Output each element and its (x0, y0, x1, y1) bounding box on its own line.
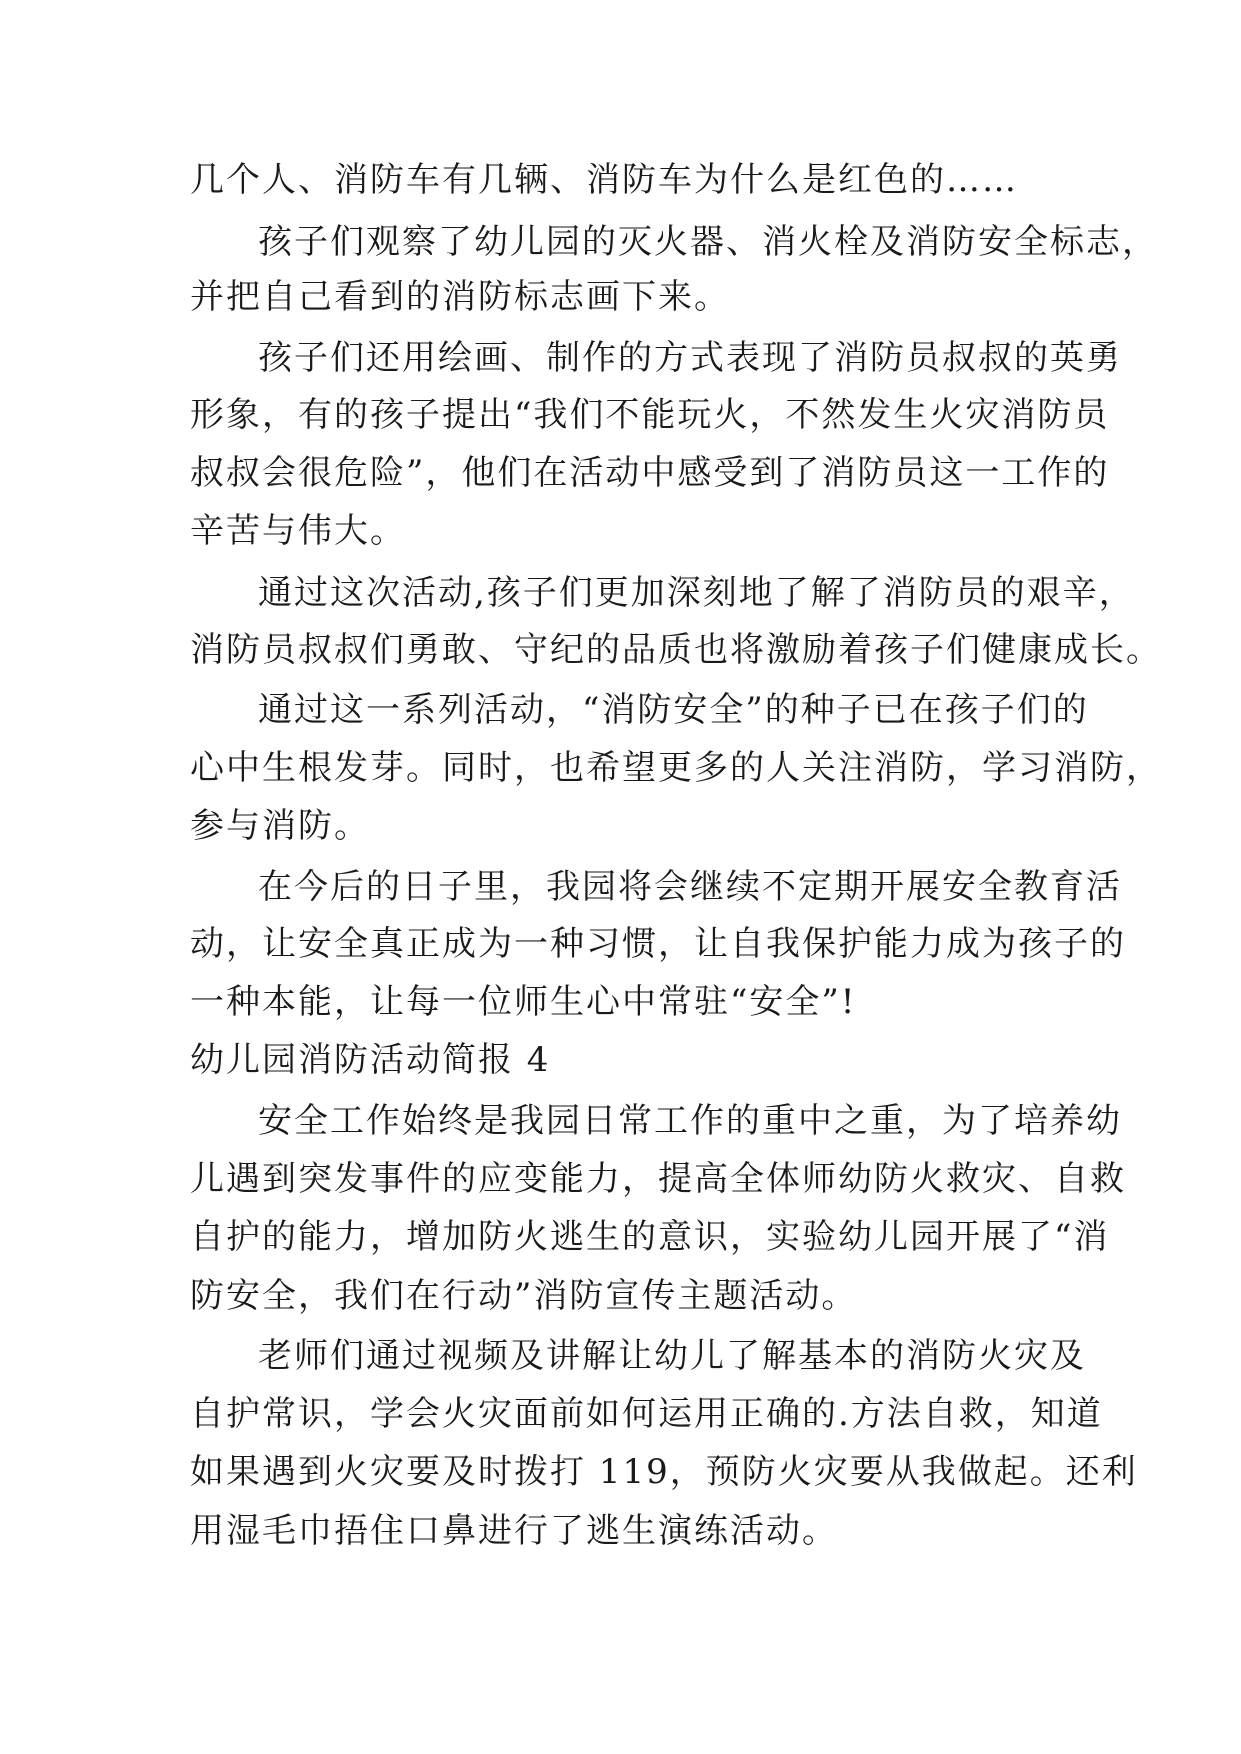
text-line: 辛苦与伟大。 (190, 511, 406, 551)
text-line: 防安全，我们在行动”消防宣传主题活动。 (190, 1276, 858, 1316)
text-line: 如果遇到火灾要及时拨打 119，预防火灾要从我做起。还利 (190, 1452, 1138, 1492)
text-line: 老师们通过视频及讲解让幼儿了解基本的消防火灾及 (258, 1336, 1086, 1376)
text-line: 参与消防。 (190, 806, 370, 846)
text-line: 并把自己看到的消防标志画下来。 (190, 277, 730, 317)
text-line: 一种本能，让每一位师生心中常驻“安全”! (190, 982, 857, 1022)
text-line: 自护常识，学会火灾面前如何运用正确的.方法自救，知道 (190, 1394, 1103, 1434)
text-line: 通过这一系列活动，“消防安全”的种子已在孩子们的 (258, 690, 1089, 730)
text-line: 通过这次活动,孩子们更加深刻地了解了消防员的艰辛， (258, 573, 1135, 613)
text-line: 孩子们还用绘画、制作的方式表现了消防员叔叔的英勇 (258, 338, 1122, 378)
text-line: 自护的能力，增加防火逃生的意识，实验幼儿园开展了“消 (190, 1217, 1110, 1257)
text-line: 消防员叔叔们勇敢、守纪的品质也将激励着孩子们健康成长。 (190, 630, 1162, 670)
text-line: 孩子们观察了幼儿园的灭火器、消火栓及消防安全标志， (258, 222, 1158, 262)
text-line: 形象，有的孩子提出“我们不能玩火，不然发生火灾消防员 (190, 395, 1110, 435)
text-line: 用湿毛巾捂住口鼻进行了逃生演练活动。 (190, 1511, 838, 1551)
text-line: 心中生根发芽。同时，也希望更多的人关注消防，学习消防， (190, 748, 1162, 788)
text-line: 安全工作始终是我园日常工作的重中之重，为了培养幼 (258, 1101, 1122, 1141)
text-line: 几个人、消防车有几辆、消防车为什么是红色的…… (190, 160, 1018, 200)
text-line: 儿遇到突发事件的应变能力，提高全体师幼防火救灾、自救 (190, 1159, 1126, 1199)
text-line: 动，让安全真正成为一种习惯，让自我保护能力成为孩子的 (190, 924, 1126, 964)
section-heading: 幼儿园消防活动简报 4 (190, 1040, 551, 1080)
text-line: 叔叔会很危险”，他们在活动中感受到了消防员这一工作的 (190, 453, 1110, 493)
text-line: 在今后的日子里，我园将会继续不定期开展安全教育活 (258, 867, 1122, 907)
